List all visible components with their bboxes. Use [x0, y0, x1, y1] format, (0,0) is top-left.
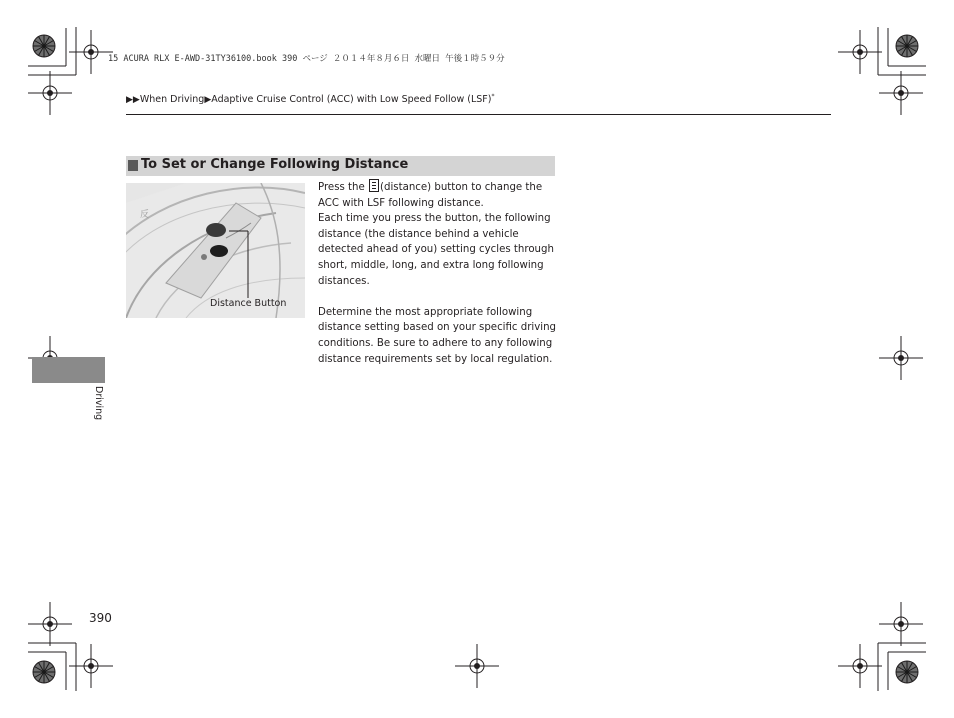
svg-text:反: 反: [140, 210, 150, 220]
body-text: [318, 179, 558, 367]
print-job-info: 15 ACURA RLX E-AWD-31TY36100.book 390 ページ ２０１４年８月６日 水曜日 午後１時５９分: [108, 54, 505, 64]
chapter-side-label: Driving: [93, 386, 104, 421]
text-fragment: Press the: [318, 182, 365, 193]
breadcrumb-item-when-driving: When Driving: [139, 94, 205, 106]
registration-crosshair-icon: [879, 602, 923, 646]
section-square-icon: [128, 160, 138, 171]
registration-crosshair-icon: [455, 644, 499, 688]
registration-crosshair-icon: [28, 71, 72, 115]
registration-crosshair-icon: [28, 602, 72, 646]
distance-button-callout: Distance Button: [210, 298, 287, 309]
color-rosette-icon: [896, 35, 918, 57]
text-fragment: (distance) button to change the ACC with LSF following distance.: [318, 182, 543, 209]
footnote-marker: *: [491, 93, 495, 100]
color-rosette-icon: [33, 661, 55, 683]
breadcrumb-arrow-icon: ▶: [204, 95, 212, 106]
page-number: 390: [89, 611, 112, 625]
breadcrumb-item-acc-lsf: Adaptive Cruise Control (ACC) with Low Speed Follow (LSF): [211, 94, 492, 106]
registration-crosshair-icon: [879, 71, 923, 115]
color-rosette-icon: [896, 661, 918, 683]
paragraph-1: [318, 179, 558, 289]
color-rosette-icon: [33, 35, 55, 57]
header-rule: [126, 114, 831, 115]
distance-button-icon: [369, 179, 379, 192]
chapter-side-tab: [32, 357, 105, 383]
registration-crosshair-icon: [879, 336, 923, 380]
breadcrumb-arrow-icon: ▶▶: [126, 95, 140, 106]
breadcrumb: [126, 93, 494, 105]
registration-crosshair-icon: [838, 30, 882, 74]
section-title: To Set or Change Following Distance: [141, 157, 409, 172]
text-fragment: Each time you press the button, the following distance (the distance behind a vehicle detected ahead of you) setting cycles through short, middle, long, and extra long following distances.: [318, 213, 554, 287]
registration-crosshair-icon: [838, 644, 882, 688]
paragraph-2: Determine the most appropriate following distance setting based on your specific driving conditions. Be sure to adhere to any following distance requirements set by local regulation.: [318, 306, 557, 365]
